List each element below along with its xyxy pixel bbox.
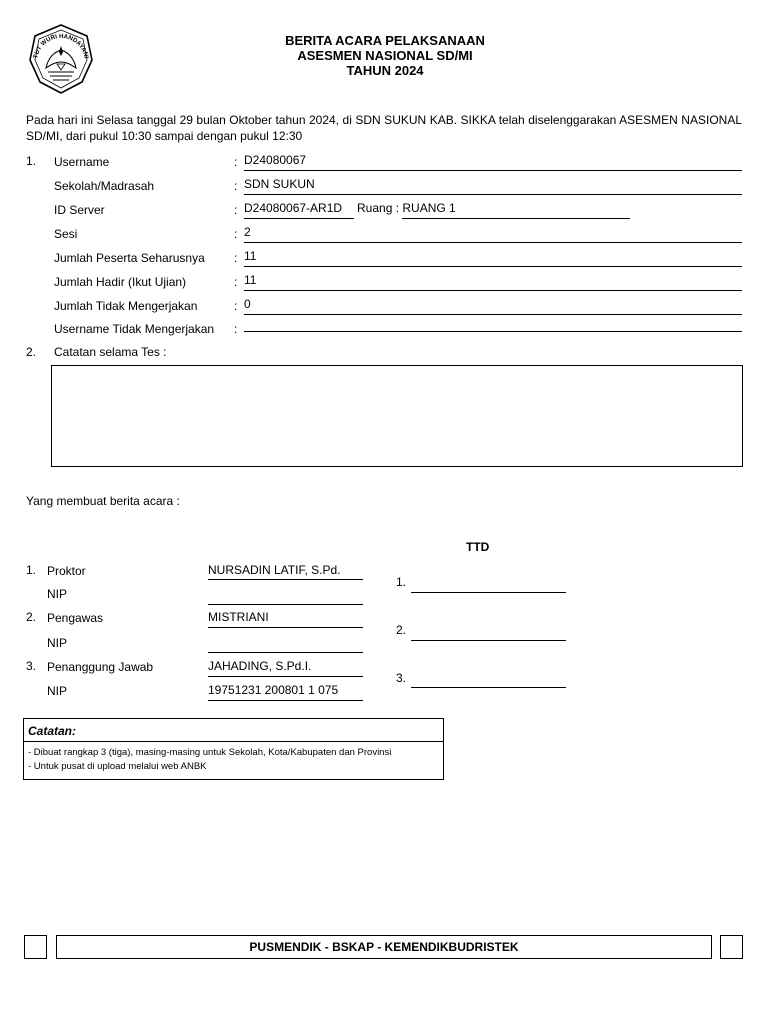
- footer-bar: PUSMENDIK - BSKAP - KEMENDIKBUDRISTEK: [56, 935, 712, 959]
- field-label-school: Sekolah/Madrasah: [54, 179, 155, 193]
- tut-wuri-handayani-logo: [24, 22, 98, 96]
- signer-name-underline: [208, 676, 363, 677]
- field-label-username-not-working: Username Tidak Mengerjakan: [54, 322, 215, 336]
- field-colon: :: [234, 275, 238, 289]
- field-underline: [244, 290, 742, 291]
- field-colon: :: [234, 203, 238, 217]
- section-1-number: 1.: [26, 154, 37, 168]
- field-underline: [244, 242, 742, 243]
- intro-paragraph: Pada hari ini Selasa tanggal 29 bulan Oktober tahun 2024, di SDN SUKUN KAB. SIKKA telah diselenggarakan ASESMEN NASIONAL SD/MI, dari pukul 10:30 sampai dengan pukul 12:30: [26, 113, 742, 143]
- field-label-attended: Jumlah Hadir (Ikut Ujian): [54, 275, 187, 289]
- test-notes-box: [51, 365, 743, 467]
- signer-2-name: MISTRIANI: [208, 610, 269, 624]
- signature-1-number: 1.: [396, 575, 407, 589]
- signature-1-line: [411, 592, 566, 593]
- logo-motto: TUT WURI HANDAYANI: [32, 32, 90, 60]
- footer-left-box: [24, 935, 47, 959]
- signer-1-nip-label: NIP: [47, 587, 68, 601]
- notes-item: - Untuk pusat di upload melalui web ANBK: [28, 761, 207, 772]
- field-value-attended: 11: [244, 273, 257, 287]
- field-value-ruang: Ruang : RUANG 1: [357, 201, 456, 215]
- signer-3-role: Penanggung Jawab: [47, 660, 154, 674]
- signer-name-underline: [208, 627, 363, 628]
- signature-2-number: 2.: [396, 623, 407, 637]
- title-line-2: ASESMEN NASIONAL SD/MI: [297, 48, 473, 63]
- field-underline: [244, 266, 742, 267]
- signature-2-line: [411, 640, 566, 641]
- field-colon: :: [234, 251, 238, 265]
- field-underline: [244, 170, 742, 171]
- signer-3-nip-label: NIP: [47, 684, 68, 698]
- title-line-3: TAHUN 2024: [346, 63, 424, 78]
- signer-2-number: 2.: [26, 610, 37, 624]
- footer-right-box: [720, 935, 743, 959]
- field-colon: :: [234, 322, 238, 336]
- field-label-sesi: Sesi: [54, 227, 78, 241]
- field-colon: :: [234, 299, 238, 313]
- signer-3-name: JAHADING, S.Pd.I.: [208, 659, 312, 673]
- notes-box: [23, 718, 444, 780]
- field-value-id-server: D24080067-AR1D: [244, 201, 343, 215]
- notes-item: - Dibuat rangkap 3 (tiga), masing-masing untuk Sekolah, Kota/Kabupaten dan Provinsi: [28, 747, 392, 758]
- signer-3-nip: 19751231 200801 1 075: [208, 683, 339, 697]
- title-line-1: BERITA ACARA PELAKSANAAN: [285, 33, 485, 48]
- field-label-id-server: ID Server: [54, 203, 105, 217]
- signer-2-role: Pengawas: [47, 611, 104, 625]
- field-underline: [402, 218, 630, 219]
- signature-3-line: [411, 687, 566, 688]
- field-label-expected-participants: Jumlah Peserta Seharusnya: [54, 251, 205, 265]
- signer-2-nip-label: NIP: [47, 636, 68, 650]
- signer-1-name: NURSADIN LATIF, S.Pd.: [208, 563, 341, 577]
- document-title: [230, 33, 540, 78]
- ttd-heading: TTD: [466, 540, 490, 554]
- signer-nip-underline: [208, 700, 363, 701]
- section-2-number: 2.: [26, 345, 37, 359]
- field-underline: [244, 218, 354, 219]
- field-colon: :: [234, 179, 238, 193]
- field-label-not-working: Jumlah Tidak Mengerjakan: [54, 299, 198, 313]
- made-by-label: Yang membuat berita acara :: [26, 494, 180, 508]
- signature-3-number: 3.: [396, 671, 407, 685]
- signer-nip-underline: [208, 652, 363, 653]
- signer-3-number: 3.: [26, 659, 37, 673]
- signer-1-role: Proktor: [47, 564, 86, 578]
- signer-name-underline: [208, 579, 363, 580]
- field-label-username: Username: [54, 155, 110, 169]
- field-colon: :: [234, 227, 238, 241]
- field-colon: :: [234, 155, 238, 169]
- field-value-not-working: 0: [244, 297, 251, 311]
- field-value-sesi: 2: [244, 225, 251, 239]
- signer-1-number: 1.: [26, 563, 37, 577]
- field-underline: [244, 331, 742, 332]
- section-2-label: Catatan selama Tes :: [54, 345, 167, 359]
- field-value-school: SDN SUKUN: [244, 177, 315, 191]
- signer-nip-underline: [208, 604, 363, 605]
- field-underline: [244, 314, 742, 315]
- field-value-expected-participants: 11: [244, 249, 257, 263]
- field-underline: [244, 194, 742, 195]
- field-value-username: D24080067: [244, 153, 307, 167]
- notes-title: Catatan:: [24, 719, 443, 742]
